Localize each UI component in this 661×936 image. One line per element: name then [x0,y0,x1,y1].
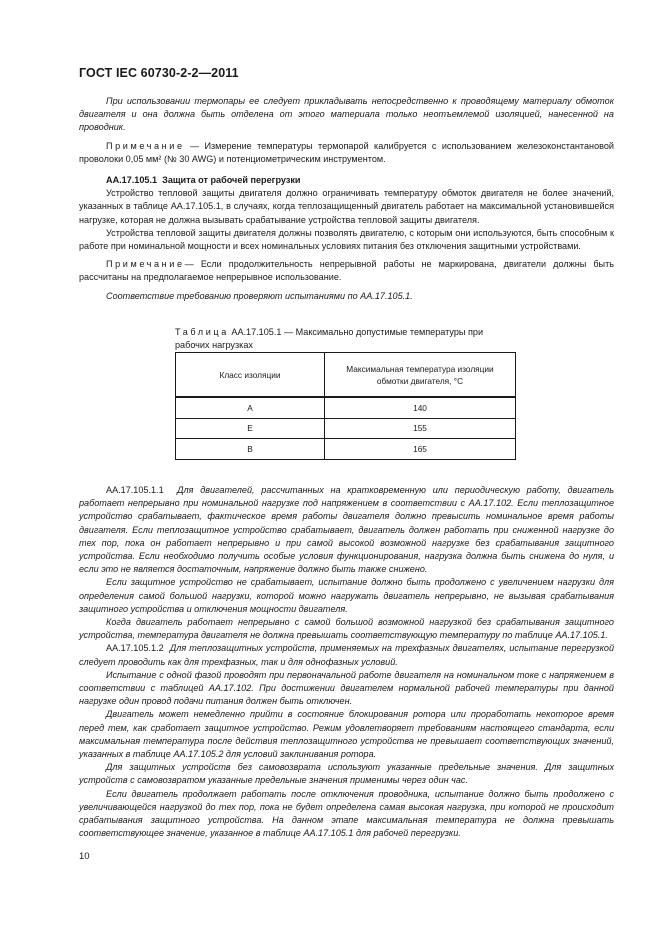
subsection-1-paragraph-2: Если защитное устройство не срабатывает, испытание должно быть продолжено с увеличением нагрузки для определения самой большой нагрузки, которой можно нагружать двигатель непрерывно, не вызывая срабатывания защитного устройства и отключения мощности двигателя. [79,577,614,614]
table-row [176,397,516,418]
table-header-row [176,353,516,398]
note-label: Примечание [106,140,185,151]
cell-class: В [176,439,325,460]
section-number: АА.17.105.1 [106,175,158,186]
thermocouple-paragraph: При использовании термопары ее следует прикладывать непосредственно к проводящему материалу обмоток двигателя и она должна быть отделена от этого материала только неотъемлемой изоляцией, нанесенной на проводник. [79,96,614,133]
cell-class: А [176,397,325,418]
subsection-2-paragraph-2: Испытание с одной фазой проводят при первоначальной работе двигателя на номинальном токе с напряжением в соответствии с таблицей АА.17.102. При достижении двигателем нормальной рабочей температуры при данной нагрузке один провод подачи питания должен быть отключен. [79,669,614,707]
cell-temp: 140 [325,397,516,418]
subsection-1-paragraph-1 [79,484,614,576]
note-text: — Если продолжительность непрерывной работы не маркирована, двигатели должны быть рассчитаны на предполагаемое непрерывное использование. [79,259,614,283]
subsections-block [79,484,614,840]
column-header-temp [325,353,516,398]
cell-temp: 165 [325,439,516,460]
subsection-2-paragraph-1 [79,642,614,668]
subsection-2-paragraph-5: Если двигатель продолжает работать после отключения проводника, испытание должно быть продолжено с увеличивающейся нагрузкой до тех пор, пока не будет определена самая высокая нагрузка, при которой не происходит срабатывания защитного устройства. На данном этапе максимальная температура не должна превышать соответствующее значение, указанное в таблице АА.17.105.1 для рабочей перегрузки. [79,788,614,839]
section-paragraph-1: Устройство тепловой защиты двигателя должно ограничивать температуру обмоток двигателя не более значений, указанных в таблице АА.17.105.1, в случаях, когда теплозащищенный двигатель работает на максимальной установившейся нагрузке, которая не должна вызывать срабатывание устройства тепловой защиты двигателя. [79,188,614,225]
table-caption-text: АА.17.105.1 — Максимально допустимые температуры при рабочих нагрузках [175,327,484,350]
subsection-2-text: Для теплозащитных устройств, применяемых на трехфазных двигателях, испытание перегрузкой следует проводить как для трехфазных, так и для однофазных условий. [79,643,615,667]
table-caption [175,326,520,352]
compliance-statement: Соответствие требованию проверяют испытаниями по АА.17.105.1. [106,290,413,301]
subsection-2-paragraph-3: Двигатель может немедленно прийти в состояние блокирования ротора или проработать некоторое время перед тем, как сработает защитное устройство. Режим удовлетворяет требованиям настоящего стандарта, если максимальная температура после действия теплозащитного устройства не превышает соответствующих значений, указанных в таблице АА.17.105.2 для условий заклинивания ротора. [79,709,614,760]
column-header-class: Класс изоляции [176,353,325,398]
note-label: Примечание [106,259,185,270]
cell-class: Е [176,418,325,439]
document-header: ГОСТ IEC 60730-2-2—2011 [79,66,239,80]
section-title: Защита от рабочей перегрузки [162,175,301,186]
subsection-1-text: Для двигателей, рассчитанных на кратковременную или периодическую работу, двигатель работает непрерывно при номинальной нагрузке под напряжением в соответствии с АА.17.102. Если теплозащитное устройство срабатывает, фактическое время работы двигателя должно превысить номинальное время работы двигателя. Если теплозащитное устройство срабатывает, двигатель должен работать при сниженной нагрузке до тех пор, пока он работает непрерывно и при самой высокой возможной нагрузке без срабатывания защитного устройства. Если необходимо получить особые условия функционирования, нагрузка должна быть снижена до нуля, и если это не является достаточным, напряжение должно быть также снижено. [79,485,614,575]
table-row [176,418,516,439]
cell-temp: 155 [325,418,516,439]
temperature-table [175,352,516,460]
note-1 [79,140,614,166]
page-number: 10 [79,851,90,862]
intro-block [79,95,614,303]
note-2 [79,258,614,284]
note-text: — Измерение температуры термопарой калибруется с использованием железоконстантановой проволоки 0,05 мм² (№ 30 AWG) и потенциометрическим инструментом. [79,140,614,164]
section-heading [79,174,614,187]
table-row [176,439,516,460]
subsection-2-paragraph-4: Для защитных устройств без самовозврата используют указанные предельные значения. Для защитных устройств с самовозвратом указанные предельные значения применимы через один час. [79,762,614,786]
section-paragraph-2: Устройства тепловой защиты двигателя должны позволять двигателю, с которым они используются, быть способным к работе при номинальной мощности и всех номинальных условиях питания без отключения защитными устройствами. [79,227,614,252]
column-header-temp-text: Максимальная температура изоляции обмотки двигателя, °С [346,363,494,386]
subsection-1-paragraph-3: Когда двигатель работает непрерывно с самой большой возможной нагрузкой без срабатывания защитного устройства, температура двигателя не должна превышать соответствующую температуру по таблице АА.17.105.1. [79,617,614,641]
subsection-2-number: АА.17.105.1.2 [106,643,164,654]
table-caption-label: Таблица [175,327,229,337]
subsection-1-number: АА.17.105.1.1 [106,485,164,495]
